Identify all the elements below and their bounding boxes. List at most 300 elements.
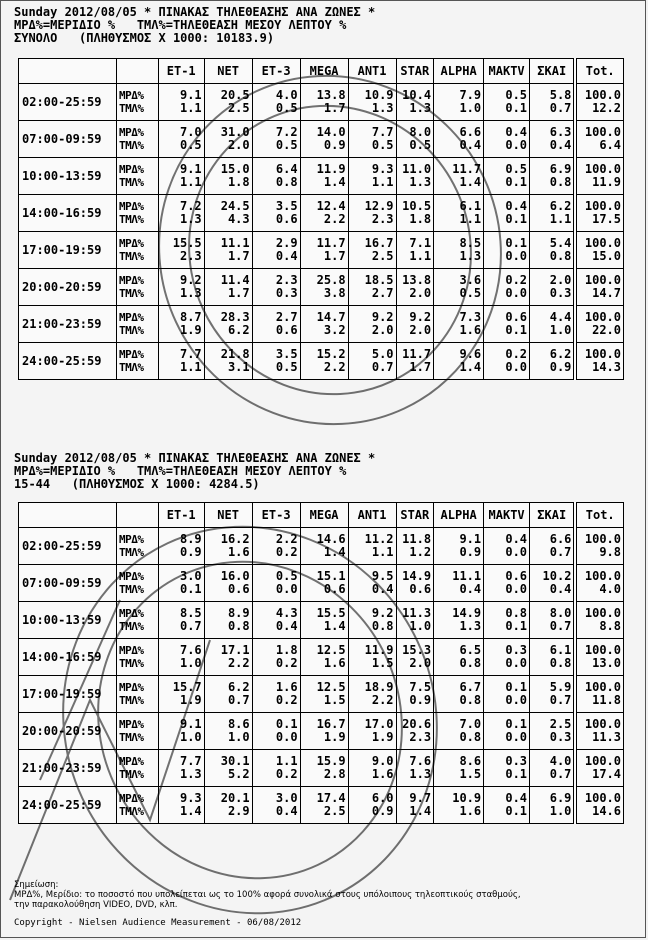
share-value: 31.0 xyxy=(220,125,250,139)
section2-legend: ΜΡΔ%=ΜΕΡΙΔΙΟ % ΤΜΛ%=ΤΗΛΕΘΕΑΣΗ ΜΕΣΟΥ ΛΕΠΤΟΥ % xyxy=(14,464,347,478)
value-cell xyxy=(396,269,434,306)
rating-value: 5.2 xyxy=(227,767,250,781)
time-zone-label: 02:00-25:59 xyxy=(19,84,117,121)
rating-value: 0.0 xyxy=(505,545,528,559)
time-zone-label: 24:00-25:59 xyxy=(19,787,117,824)
note-line1: ΜΡΔ%, Μερίδιο: το ποσοστό που υπολείπεται ως το 100% αφορά συνολικά στους υπόλοιπους τηλεοπτικούς σταθμούς, xyxy=(14,890,521,900)
value-cell xyxy=(575,676,623,713)
rating-value: 1.3 xyxy=(459,619,482,633)
share-value: 100.0 xyxy=(584,273,621,287)
value-cell xyxy=(434,750,484,787)
value-cell xyxy=(484,343,530,380)
share-value: 11.9 xyxy=(316,162,346,176)
section1-table xyxy=(18,58,624,380)
value-cell xyxy=(348,565,396,602)
value-cell xyxy=(158,565,204,602)
share-value: 0.5 xyxy=(505,162,528,176)
time-zone-label: 14:00-16:59 xyxy=(19,639,117,676)
value-cell xyxy=(434,787,484,824)
share-value: 14.7 xyxy=(316,310,346,324)
share-value: 100.0 xyxy=(584,791,621,805)
value-cell xyxy=(348,84,396,121)
metric-labels xyxy=(117,195,159,232)
share-value: 15.5 xyxy=(316,606,346,620)
value-cell xyxy=(204,676,252,713)
rating-value: 0.4 xyxy=(549,138,572,152)
value-cell xyxy=(434,565,484,602)
share-label: ΜΡΔ% xyxy=(119,533,144,546)
value-cell xyxy=(530,158,576,195)
rating-value: 0.2 xyxy=(275,545,298,559)
share-value: 8.9 xyxy=(227,606,250,620)
value-cell xyxy=(434,269,484,306)
table-row xyxy=(19,750,624,787)
share-value: 2.7 xyxy=(275,310,298,324)
rating-value: 0.3 xyxy=(549,730,572,744)
share-value: 5.4 xyxy=(549,236,572,250)
time-zone-label: 17:00-19:59 xyxy=(19,676,117,713)
time-zone-label: 10:00-13:59 xyxy=(19,158,117,195)
table-row xyxy=(19,84,624,121)
table-row xyxy=(19,565,624,602)
rating-value: 1.4 xyxy=(179,804,202,818)
rating-value: 11.8 xyxy=(592,693,621,707)
metric-labels xyxy=(117,565,159,602)
share-value: 100.0 xyxy=(584,199,621,213)
metric-labels xyxy=(117,158,159,195)
value-cell xyxy=(434,639,484,676)
column-header: ANT1 xyxy=(348,503,396,528)
value-cell xyxy=(348,195,396,232)
rating-value: 0.5 xyxy=(459,286,482,300)
table-row xyxy=(19,713,624,750)
share-value: 11.8 xyxy=(402,532,432,546)
value-cell xyxy=(434,84,484,121)
value-cell xyxy=(204,232,252,269)
value-cell xyxy=(158,343,204,380)
metric-labels xyxy=(117,750,159,787)
rating-value: 1.7 xyxy=(323,249,346,263)
rating-value: 1.9 xyxy=(371,730,394,744)
rating-value: 3.2 xyxy=(323,323,346,337)
rating-value: 11.3 xyxy=(592,730,621,744)
share-value: 100.0 xyxy=(584,162,621,176)
table-row xyxy=(19,121,624,158)
share-value: 5.0 xyxy=(371,347,394,361)
rating-value: 2.3 xyxy=(179,249,202,263)
rating-value: 0.0 xyxy=(505,138,528,152)
rating-value: 15.0 xyxy=(592,249,621,263)
share-value: 9.2 xyxy=(371,606,394,620)
value-cell xyxy=(484,84,530,121)
rating-value: 0.5 xyxy=(409,138,432,152)
share-value: 6.0 xyxy=(371,791,394,805)
value-cell xyxy=(396,750,434,787)
rating-value: 0.8 xyxy=(227,619,250,633)
rating-value: 0.1 xyxy=(505,619,528,633)
value-cell xyxy=(434,676,484,713)
value-cell xyxy=(434,343,484,380)
value-cell xyxy=(158,602,204,639)
share-value: 18.5 xyxy=(364,273,394,287)
rating-value: 0.5 xyxy=(275,138,298,152)
value-cell xyxy=(300,306,348,343)
value-cell xyxy=(575,195,623,232)
value-cell xyxy=(484,602,530,639)
share-value: 15.3 xyxy=(402,643,432,657)
share-value: 11.1 xyxy=(220,236,250,250)
rating-value: 1.1 xyxy=(371,175,394,189)
value-cell xyxy=(530,195,576,232)
share-value: 13.8 xyxy=(402,273,432,287)
share-value: 10.4 xyxy=(402,88,432,102)
value-cell xyxy=(300,676,348,713)
share-value: 13.8 xyxy=(316,88,346,102)
share-value: 6.1 xyxy=(459,199,482,213)
value-cell xyxy=(396,306,434,343)
column-header: MAKTV xyxy=(484,59,530,84)
share-value: 25.8 xyxy=(316,273,346,287)
share-value: 8.5 xyxy=(459,236,482,250)
rating-value: 0.8 xyxy=(275,175,298,189)
rating-label: ΤΜΛ% xyxy=(119,176,144,189)
share-value: 0.5 xyxy=(275,569,298,583)
table-row xyxy=(19,602,624,639)
share-value: 0.4 xyxy=(505,532,528,546)
rating-value: 0.4 xyxy=(459,582,482,596)
rating-label: ΤΜΛ% xyxy=(119,287,144,300)
rating-value: 1.7 xyxy=(227,286,250,300)
share-value: 100.0 xyxy=(584,643,621,657)
value-cell xyxy=(158,639,204,676)
rating-value: 0.5 xyxy=(371,138,394,152)
value-cell xyxy=(530,84,576,121)
value-cell xyxy=(530,343,576,380)
share-value: 9.7 xyxy=(409,791,432,805)
value-cell xyxy=(300,787,348,824)
rating-value: 0.8 xyxy=(549,249,572,263)
share-value: 7.6 xyxy=(179,643,202,657)
value-cell xyxy=(348,158,396,195)
value-cell xyxy=(484,676,530,713)
share-value: 11.1 xyxy=(452,569,482,583)
rating-value: 1.9 xyxy=(179,323,202,337)
rating-value: 0.1 xyxy=(505,804,528,818)
rating-value: 1.7 xyxy=(409,360,432,374)
value-cell xyxy=(484,639,530,676)
value-cell xyxy=(252,195,300,232)
rating-value: 0.0 xyxy=(505,693,528,707)
share-value: 100.0 xyxy=(584,754,621,768)
share-label: ΜΡΔ% xyxy=(119,755,144,768)
rating-value: 2.0 xyxy=(409,656,432,670)
value-cell xyxy=(158,713,204,750)
time-zone-label: 14:00-16:59 xyxy=(19,195,117,232)
value-cell xyxy=(530,121,576,158)
rating-value: 2.0 xyxy=(227,138,250,152)
value-cell xyxy=(484,269,530,306)
value-cell xyxy=(348,713,396,750)
share-value: 0.5 xyxy=(505,88,528,102)
share-value: 0.4 xyxy=(505,125,528,139)
share-value: 3.6 xyxy=(459,273,482,287)
share-value: 0.1 xyxy=(505,717,528,731)
share-value: 0.4 xyxy=(505,199,528,213)
share-value: 11.2 xyxy=(364,532,394,546)
value-cell xyxy=(158,750,204,787)
rating-value: 1.0 xyxy=(179,730,202,744)
section1-legend: ΜΡΔ%=ΜΕΡΙΔΙΟ % ΤΜΛ%=ΤΗΛΕΘΕΑΣΗ ΜΕΣΟΥ ΛΕΠΤΟΥ % xyxy=(14,18,347,32)
rating-value: 1.5 xyxy=(323,693,346,707)
rating-value: 0.5 xyxy=(275,101,298,115)
value-cell xyxy=(396,528,434,565)
share-value: 3.0 xyxy=(179,569,202,583)
share-value: 20.6 xyxy=(402,717,432,731)
value-cell xyxy=(434,306,484,343)
share-value: 7.2 xyxy=(275,125,298,139)
rating-value: 0.8 xyxy=(549,656,572,670)
rating-value: 0.3 xyxy=(549,286,572,300)
share-value: 4.0 xyxy=(275,88,298,102)
share-value: 11.9 xyxy=(364,643,394,657)
rating-value: 0.1 xyxy=(505,212,528,226)
value-cell xyxy=(252,639,300,676)
value-cell xyxy=(396,639,434,676)
note-line2: την παρακολούθηση VIDEO, DVD, κλπ. xyxy=(14,900,178,910)
column-header: Tot. xyxy=(575,59,623,84)
rating-value: 0.8 xyxy=(549,175,572,189)
column-header: MEGA xyxy=(300,503,348,528)
rating-value: 0.6 xyxy=(409,582,432,596)
value-cell xyxy=(252,750,300,787)
value-cell xyxy=(575,121,623,158)
rating-value: 1.9 xyxy=(323,730,346,744)
header-blank xyxy=(117,503,159,528)
rating-value: 1.1 xyxy=(409,249,432,263)
share-value: 9.1 xyxy=(179,162,202,176)
rating-value: 0.0 xyxy=(505,656,528,670)
rating-value: 1.0 xyxy=(549,323,572,337)
share-value: 7.3 xyxy=(459,310,482,324)
rating-value: 1.5 xyxy=(371,656,394,670)
share-value: 18.9 xyxy=(364,680,394,694)
rating-value: 2.3 xyxy=(409,730,432,744)
metric-labels xyxy=(117,528,159,565)
value-cell xyxy=(530,639,576,676)
rating-value: 1.4 xyxy=(323,175,346,189)
value-cell xyxy=(396,565,434,602)
value-cell xyxy=(530,565,576,602)
rating-value: 1.1 xyxy=(371,545,394,559)
share-value: 6.2 xyxy=(227,680,250,694)
rating-label: ΤΜΛ% xyxy=(119,620,144,633)
value-cell xyxy=(434,713,484,750)
rating-label: ΤΜΛ% xyxy=(119,583,144,596)
time-zone-label: 21:00-23:59 xyxy=(19,750,117,787)
note-title: Σημείωση: xyxy=(14,880,59,890)
share-value: 12.5 xyxy=(316,643,346,657)
time-zone-label: 07:00-09:59 xyxy=(19,565,117,602)
rating-value: 4.3 xyxy=(227,212,250,226)
share-value: 7.5 xyxy=(409,680,432,694)
rating-value: 1.4 xyxy=(459,360,482,374)
rating-value: 0.5 xyxy=(275,360,298,374)
share-label: ΜΡΔ% xyxy=(119,274,144,287)
rating-value: 0.7 xyxy=(179,619,202,633)
time-zone-label: 02:00-25:59 xyxy=(19,528,117,565)
rating-value: 0.6 xyxy=(227,582,250,596)
share-value: 7.6 xyxy=(409,754,432,768)
share-value: 30.1 xyxy=(220,754,250,768)
share-value: 10.9 xyxy=(452,791,482,805)
share-value: 11.0 xyxy=(402,162,432,176)
rating-value: 1.1 xyxy=(459,212,482,226)
rating-label: ΤΜΛ% xyxy=(119,213,144,226)
rating-value: 0.0 xyxy=(505,249,528,263)
table-row xyxy=(19,158,624,195)
share-value: 0.2 xyxy=(505,273,528,287)
share-value: 15.9 xyxy=(316,754,346,768)
rating-value: 6.2 xyxy=(227,323,250,337)
share-value: 2.0 xyxy=(549,273,572,287)
share-value: 9.1 xyxy=(459,532,482,546)
metric-labels xyxy=(117,639,159,676)
rating-value: 1.1 xyxy=(179,175,202,189)
share-value: 9.3 xyxy=(371,162,394,176)
share-value: 7.9 xyxy=(459,88,482,102)
rating-value: 0.9 xyxy=(409,693,432,707)
share-value: 12.9 xyxy=(364,199,394,213)
rating-value: 2.3 xyxy=(371,212,394,226)
share-label: ΜΡΔ% xyxy=(119,681,144,694)
value-cell xyxy=(575,269,623,306)
time-zone-label: 17:00-19:59 xyxy=(19,232,117,269)
rating-value: 1.3 xyxy=(179,212,202,226)
share-value: 9.0 xyxy=(371,754,394,768)
value-cell xyxy=(530,750,576,787)
share-value: 15.2 xyxy=(316,347,346,361)
value-cell xyxy=(434,528,484,565)
rating-value: 1.1 xyxy=(549,212,572,226)
value-cell xyxy=(575,639,623,676)
value-cell xyxy=(252,565,300,602)
value-cell xyxy=(484,121,530,158)
rating-value: 0.9 xyxy=(371,804,394,818)
value-cell xyxy=(204,528,252,565)
share-value: 1.6 xyxy=(275,680,298,694)
share-value: 100.0 xyxy=(584,717,621,731)
rating-value: 0.7 xyxy=(371,360,394,374)
rating-value: 2.5 xyxy=(227,101,250,115)
value-cell xyxy=(204,750,252,787)
time-zone-label: 21:00-23:59 xyxy=(19,306,117,343)
share-value: 6.5 xyxy=(459,643,482,657)
rating-value: 9.8 xyxy=(599,545,621,559)
rating-value: 0.4 xyxy=(275,804,298,818)
rating-value: 0.6 xyxy=(323,582,346,596)
value-cell xyxy=(300,528,348,565)
value-cell xyxy=(204,713,252,750)
value-cell xyxy=(252,269,300,306)
value-cell xyxy=(348,602,396,639)
value-cell xyxy=(348,343,396,380)
share-value: 9.2 xyxy=(409,310,432,324)
rating-value: 17.5 xyxy=(592,212,621,226)
rating-value: 2.2 xyxy=(371,693,394,707)
rating-value: 1.6 xyxy=(227,545,250,559)
value-cell xyxy=(252,343,300,380)
share-label: ΜΡΔ% xyxy=(119,792,144,805)
rating-value: 1.7 xyxy=(323,101,346,115)
share-value: 1.1 xyxy=(275,754,298,768)
table-row xyxy=(19,639,624,676)
share-value: 7.7 xyxy=(179,754,202,768)
rating-value: 2.0 xyxy=(409,286,432,300)
table-row xyxy=(19,195,624,232)
value-cell xyxy=(484,195,530,232)
rating-label: ΤΜΛ% xyxy=(119,139,144,152)
rating-label: ΤΜΛ% xyxy=(119,731,144,744)
value-cell xyxy=(575,787,623,824)
share-value: 0.8 xyxy=(505,606,528,620)
value-cell xyxy=(252,232,300,269)
share-value: 7.2 xyxy=(179,199,202,213)
value-cell xyxy=(575,565,623,602)
metric-labels xyxy=(117,269,159,306)
metric-labels xyxy=(117,713,159,750)
share-value: 5.8 xyxy=(549,88,572,102)
rating-value: 1.3 xyxy=(179,767,202,781)
value-cell xyxy=(300,713,348,750)
share-value: 9.1 xyxy=(179,88,202,102)
value-cell xyxy=(204,306,252,343)
share-label: ΜΡΔ% xyxy=(119,200,144,213)
value-cell xyxy=(575,158,623,195)
value-cell xyxy=(530,306,576,343)
rating-value: 14.6 xyxy=(592,804,621,818)
value-cell xyxy=(158,121,204,158)
share-value: 7.0 xyxy=(459,717,482,731)
rating-value: 3.1 xyxy=(227,360,250,374)
section2-title: Sunday 2012/08/05 * ΠΙΝΑΚΑΣ ΤΗΛΕΘΕΑΣΗΣ ΑΝΑ ΖΩΝΕΣ * xyxy=(14,451,376,465)
rating-value: 17.4 xyxy=(592,767,621,781)
value-cell xyxy=(252,787,300,824)
share-value: 10.9 xyxy=(364,88,394,102)
share-value: 1.8 xyxy=(275,643,298,657)
value-cell xyxy=(300,602,348,639)
value-cell xyxy=(348,750,396,787)
share-value: 7.0 xyxy=(179,125,202,139)
value-cell xyxy=(348,232,396,269)
value-cell xyxy=(158,306,204,343)
value-cell xyxy=(300,232,348,269)
rating-value: 1.4 xyxy=(409,804,432,818)
rating-value: 0.1 xyxy=(179,582,202,596)
rating-value: 1.1 xyxy=(179,101,202,115)
share-value: 0.3 xyxy=(505,754,528,768)
rating-value: 2.9 xyxy=(227,804,250,818)
share-value: 6.6 xyxy=(549,532,572,546)
share-value: 15.1 xyxy=(316,569,346,583)
value-cell xyxy=(530,602,576,639)
rating-label: ΤΜΛ% xyxy=(119,805,144,818)
value-cell xyxy=(434,232,484,269)
rating-value: 1.0 xyxy=(409,619,432,633)
value-cell xyxy=(348,676,396,713)
rating-value: 1.0 xyxy=(227,730,250,744)
share-value: 100.0 xyxy=(584,569,621,583)
value-cell xyxy=(530,269,576,306)
